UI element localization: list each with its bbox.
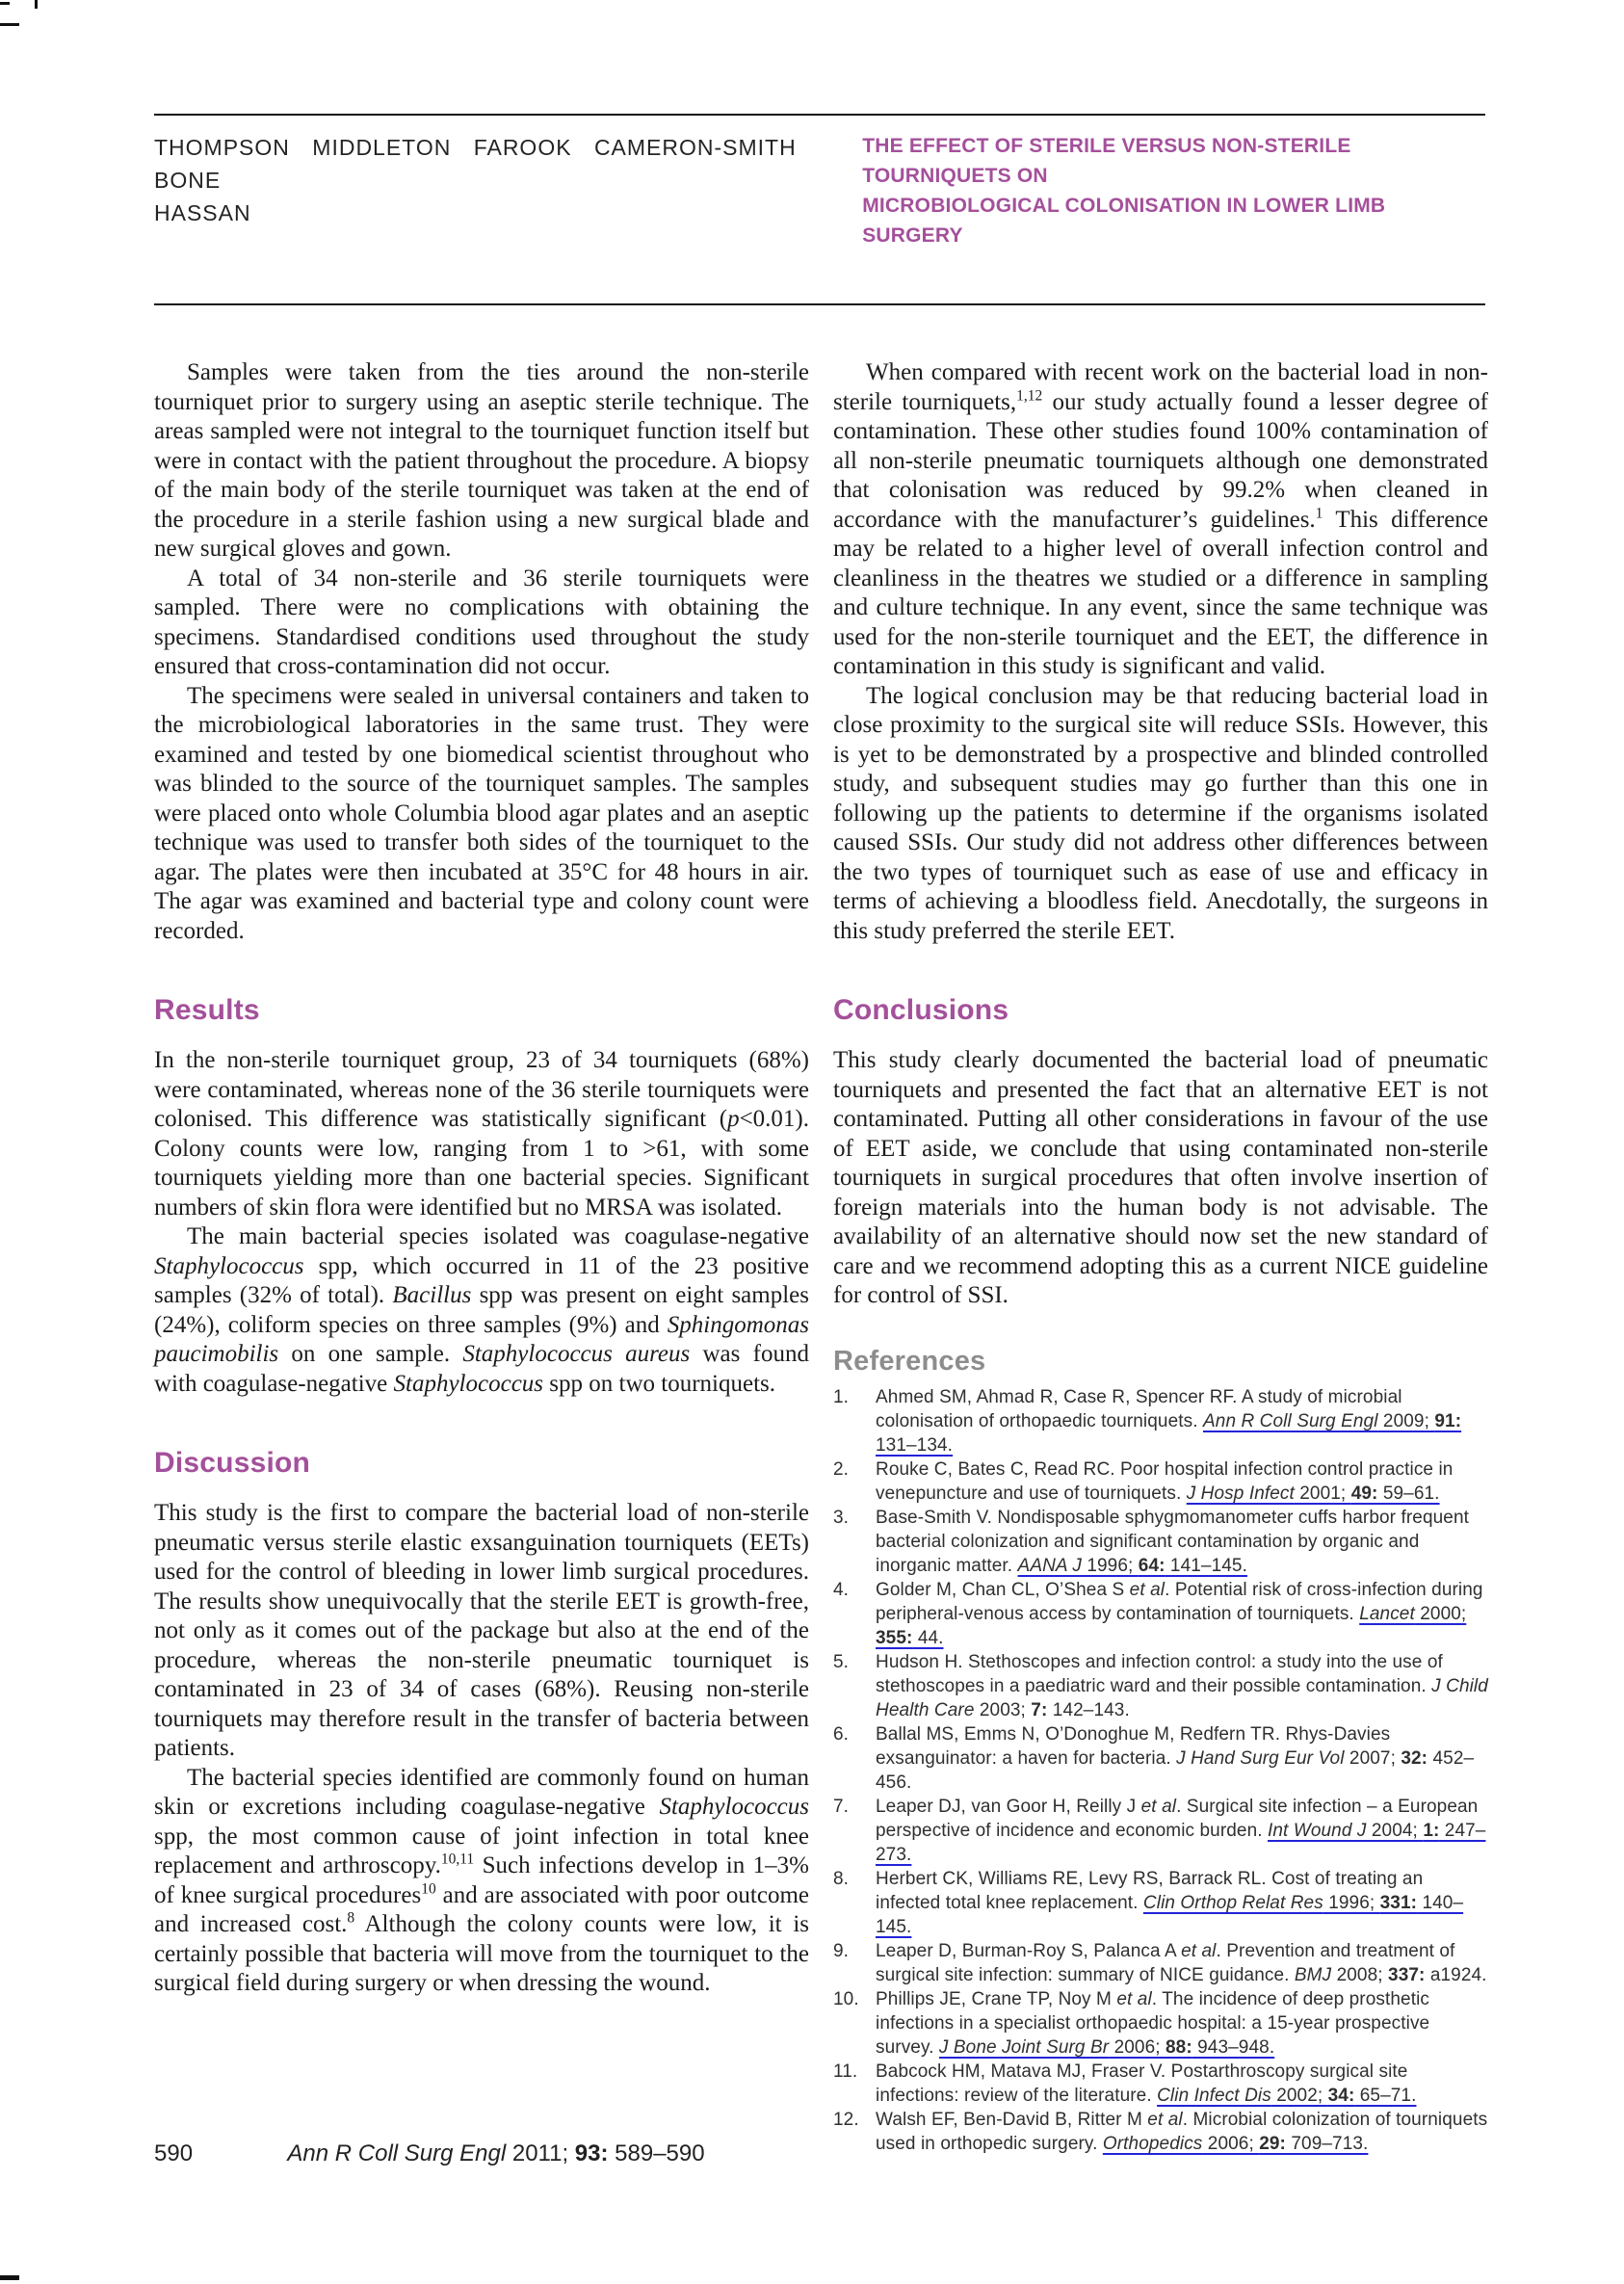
reference-item: [833, 1795, 1488, 1867]
authors-line-1: THOMPSON MIDDLETON FAROOK CAMERON-SMITH BONE: [154, 135, 797, 193]
reference-item: [833, 2060, 1488, 2108]
paragraph-results-2: The main bacterial species isolated was coagulase-negative Staphylococcus spp, which occurred in 11 of the 23 positive samples (32% of total). Bacillus spp was present on eight samples (24%), coliform species on three samples (9%) and Sphingomonas paucimobilis on one sample. Staphylococcus aureus was found with coagulase-negative Staphylococcus spp on two tourniquets.: [154, 1223, 809, 1397]
reference-text: Walsh EF, Ben-David B, Ritter M et al. Microbial colonization of tourniquets used in orthopedic surgery. Orthopedics 2006; 29: 709–713.: [876, 2109, 1488, 2154]
reference-number: 4.: [833, 1579, 850, 1600]
paragraph-discussion-4: The logical conclusion may be that reducing bacterial load in close proximity to the surgical site will reduce SSIs. However, this is yet to be demonstrated by a prospective and blinded controlled study, and subsequent studies may go further than this one in following up the patients to determine if the organisms isolated caused SSIs. Our study did not address other differences between the two types of tourniquet such as ease of use and efficacy in terms of achieving a bloodless field. Anecdotally, the surgeons in this study preferred the sterile EET.: [833, 682, 1488, 944]
reference-link[interactable]: 709–713.: [1285, 2133, 1369, 2154]
reference-link[interactable]: 49:: [1350, 1483, 1378, 1504]
results-heading: Results: [154, 994, 260, 1026]
reference-number: 9.: [833, 1940, 850, 1961]
reference-link[interactable]: 64:: [1138, 1555, 1166, 1576]
reference-link[interactable]: 1996;: [1323, 1892, 1380, 1913]
reference-link[interactable]: 355:: [876, 1627, 913, 1648]
reference-number: 5.: [833, 1651, 850, 1672]
right-column: [833, 358, 1488, 2156]
reference-item: [833, 1650, 1488, 1722]
conclusions-heading: Conclusions: [833, 994, 1009, 1026]
references-heading: References: [833, 1345, 986, 1377]
crop-mark: [35, 0, 38, 9]
page-number: 590: [154, 2140, 194, 2166]
reference-item: [833, 1578, 1488, 1650]
reference-item: [833, 1987, 1488, 2060]
reference-link[interactable]: 59–61.: [1377, 1483, 1440, 1504]
article-body: [154, 358, 1488, 2156]
running-title-line-2: MICROBIOLOGICAL COLONISATION IN LOWER LIMB SURGERY: [862, 195, 1386, 247]
reference-text: Ahmed SM, Ahmad R, Case R, Spencer RF. A study of microbial colonisation of orthopaedic tourniquets. Ann R Coll Surg Engl 2009; 91: 131–134.: [876, 1386, 1462, 1456]
reference-link[interactable]: 2009;: [1377, 1410, 1435, 1431]
reference-link[interactable]: AANA J: [1017, 1555, 1082, 1576]
reference-text: Leaper D, Burman-Roy S, Palanca A et al. Prevention and treatment of surgical site infection: summary of NICE guidance. BMJ 2008; 337: a1924.: [876, 1940, 1487, 1985]
reference-link[interactable]: 29:: [1259, 2133, 1286, 2154]
reference-item: [833, 1939, 1488, 1987]
reference-text: Ballal MS, Emms N, O’Donoghue M, Redfern TR. Rhys-Davies exsanguinator: a haven for bacteria. J Hand Surg Eur Vol 2007; 32: 452–456.: [876, 1723, 1475, 1793]
authors-block: [154, 131, 862, 229]
crop-mark: [0, 23, 19, 26]
reference-item: [833, 1506, 1488, 1578]
reference-text: Leaper DJ, van Goor H, Reilly J et al. Surgical site infection – a European perspective of incidence and economic burden. Int Wound J 2004; 1: 247–273.: [876, 1796, 1486, 1865]
reference-number: 3.: [833, 1507, 850, 1528]
crop-mark: [0, 2275, 19, 2280]
reference-text: Babcock HM, Matava MJ, Fraser V. Postarthroscopy surgical site infections: review of the literature. Clin Infect Dis 2002; 34: 65–71.: [876, 2061, 1417, 2106]
reference-link[interactable]: 2001;: [1294, 1483, 1351, 1504]
running-title: [862, 131, 1485, 250]
reference-link[interactable]: 131–134.: [876, 1434, 954, 1456]
reference-item: [833, 1457, 1488, 1506]
running-title-line-1: THE EFFECT OF STERILE VERSUS NON-STERILE TOURNIQUETS ON: [862, 135, 1351, 187]
header-rule-bottom: [154, 303, 1485, 305]
reference-link[interactable]: 34:: [1327, 2085, 1355, 2106]
reference-link[interactable]: 2006;: [1109, 2036, 1166, 2058]
reference-link[interactable]: Orthopedics: [1102, 2133, 1203, 2154]
reference-item: [833, 1385, 1488, 1457]
reference-link[interactable]: 140–145.: [876, 1892, 1464, 1937]
reference-link[interactable]: 331:: [1379, 1892, 1418, 1913]
paragraph-discussion-3: When compared with recent work on the bacterial load in non-sterile tourniquets,$^{1,12}$ our study actually found a lesser degree of contamination. These other studies found 100% contamination of all non-sterile pneumatic tourniquets although one demonstrated that colonisation was reduced by 99.2% when cleaned in accordance with the manufacturer’s guidelines.$^1$ This difference may be related to a higher level of overall infection control and cleanliness in the theatres we studied or a difference in sampling and culture technique. In any event, since the same technique was used for the non-sterile tourniquet and the EET, the difference in contamination in this study is significant and valid.: [833, 359, 1488, 679]
reference-link[interactable]: J Hosp Infect: [1186, 1483, 1295, 1504]
reference-text: Herbert CK, Williams RE, Levy RS, Barrack RL. Cost of treating an infected total knee replacement. Clin Orthop Relat Res 1996; 331: 140–145.: [876, 1868, 1464, 1937]
running-header: [154, 131, 1485, 250]
reference-number: 6.: [833, 1723, 850, 1745]
reference-link[interactable]: 1:: [1423, 1820, 1440, 1841]
paragraph-methods-1: Samples were taken from the ties around the non-sterile tourniquet prior to surgery using an aseptic sterile technique. The areas sampled were not integral to the tourniquet function itself but were in contact with the patient throughout the procedure. A biopsy of the main body of the sterile tourniquet was taken at the end of the procedure in a sterile fashion using a new surgical blade and new surgical gloves and gown.: [154, 359, 809, 562]
reference-text: Golder M, Chan CL, O’Shea S et al. Potential risk of cross-infection during peripheral-venous access by contamination of tourniquets. Lancet 2000; 355: 44.: [876, 1579, 1483, 1648]
reference-text: Rouke C, Bates C, Read RC. Poor hospital infection control practice in venepuncture and use of tourniquets. J Hosp Infect 2001; 49: 59–61.: [876, 1458, 1454, 1504]
reference-link[interactable]: 2004;: [1366, 1820, 1424, 1841]
reference-link[interactable]: 88:: [1166, 2036, 1192, 2058]
crop-mark: [0, 2, 10, 5]
paragraph-discussion-1: This study is the first to compare the bacterial load of non-sterile pneumatic versus sterile elastic exsanguination tourniquets (EETs) used for the control of bleeding in lower limb surgical procedures. The results show unequivocally that the sterile EET is growth-free, not only as it comes out of the package but also at the end of the procedure, whereas the non-sterile pneumatic tourniquet is contaminated in 23 of 34 of cases (68%). Reusing non-sterile tourniquets may therefore result in the transfer of bacteria between patients.: [154, 1500, 809, 1761]
reference-link[interactable]: 65–71.: [1354, 2085, 1417, 2106]
reference-link[interactable]: 91:: [1434, 1410, 1462, 1431]
reference-number: 12.: [833, 2109, 859, 2130]
references-list: [833, 1385, 1488, 2156]
reference-link[interactable]: 943–948.: [1192, 2036, 1275, 2058]
reference-item: [833, 2108, 1488, 2156]
reference-link[interactable]: Clin Orthop Relat Res: [1142, 1892, 1323, 1913]
paragraph-methods-3: The specimens were sealed in universal containers and taken to the microbiological laboratories in the same trust. They were examined and tested by one biomedical scientist throughout who was blinded to the source of the tourniquet samples. The samples were placed onto whole Columbia blood agar plates and an aseptic technique was used to transfer both sides of the tourniquet to the agar. The plates were then incubated at 35°C for 48 hours in air. The agar was examined and bacterial type and colony count were recorded.: [154, 682, 809, 944]
reference-number: 1.: [833, 1386, 850, 1407]
reference-number: 10.: [833, 1988, 859, 2009]
paragraph-results-1: In the non-sterile tourniquet group, 23 of 34 tourniquets (68%) were contaminated, whereas none of the 36 sterile tourniquets were colonised. This difference was statistically significant (p<0.01). Colony counts were low, ranging from 1 to >61, with some tourniquets yielding more than one bacterial species. Significant numbers of skin flora were identified but no MRSA was isolated.: [154, 1047, 809, 1221]
reference-item: [833, 1722, 1488, 1795]
reference-link[interactable]: Int Wound J: [1268, 1820, 1367, 1841]
reference-link[interactable]: 2000;: [1414, 1603, 1467, 1624]
reference-link[interactable]: 1996;: [1081, 1555, 1139, 1576]
reference-text: Phillips JE, Crane TP, Noy M et al. The incidence of deep prosthetic infections in a specialist orthopaedic hospital: a 15-year prospective survey. J Bone Joint Surg Br 2006; 88: 943–948.: [876, 1988, 1430, 2058]
paragraph-discussion-2: The bacterial species identified are commonly found on human skin or excretions including coagulase-negative Staphylococcus spp, the most common cause of joint infection in total knee replacement and arthroscopy.$^{10,11}$ Such infections develop in 1–3% of knee surgical procedures$^{10}$ and are associated with poor outcome and increased cost.$^8$ Although the colony counts were low, it is certainly possible that bacteria will move from the tourniquet to the surgical field during surgery or when dressing the wound.: [154, 1764, 810, 1996]
reference-text: Base-Smith V. Nondisposable sphygmomanometer cuffs harbor frequent bacterial colonization and significant contamination by organic and inorganic matter. AANA J 1996; 64: 141–145.: [876, 1507, 1469, 1576]
reference-link[interactable]: Ann R Coll Surg Engl: [1203, 1410, 1378, 1431]
reference-text: Hudson H. Stethoscopes and infection control: a study into the use of stethoscopes in a paediatric ward and their possible contamination. J Child Health Care 2003; 7: 142–143.: [876, 1651, 1488, 1720]
left-column: [154, 358, 809, 2156]
reference-link[interactable]: Lancet: [1359, 1603, 1415, 1624]
reference-link[interactable]: 2006;: [1202, 2133, 1260, 2154]
page-footer: [154, 2140, 809, 2167]
reference-link[interactable]: Clin Infect Dis: [1157, 2085, 1271, 2106]
reference-link[interactable]: 44.: [912, 1627, 944, 1648]
reference-number: 7.: [833, 1796, 850, 1817]
reference-link[interactable]: J Bone Joint Surg Br: [938, 2036, 1110, 2058]
reference-item: [833, 1867, 1488, 1939]
reference-number: 8.: [833, 1868, 850, 1889]
paragraph-conclusions-1: This study clearly documented the bacterial load of pneumatic tourniquets and presented the fact that an alternative EET is not contaminated. Putting all other considerations in favour of the use of EET aside, we conclude that using contaminated non-sterile tourniquets in surgical procedures that often involve insertion of foreign materials into the human body is not advisable. The availability of an alternative should now set the new standard of care and we recommend adopting this as a current NICE guideline for control of SSI.: [833, 1047, 1488, 1308]
reference-link[interactable]: 141–145.: [1165, 1555, 1247, 1576]
paragraph-methods-2: A total of 34 non-sterile and 36 sterile tourniquets were sampled. There were no complications with obtaining the specimens. Standardised conditions used throughout the study ensured that cross-contamination did not occur.: [154, 564, 809, 679]
reference-link[interactable]: 247–273.: [876, 1820, 1486, 1865]
header-rule-top: [154, 114, 1485, 116]
discussion-heading: Discussion: [154, 1447, 311, 1479]
journal-citation: Ann R Coll Surg Engl 2011; 93: 589–590: [287, 2140, 705, 2166]
reference-number: 11.: [833, 2061, 858, 2082]
reference-link[interactable]: 2002;: [1270, 2085, 1328, 2106]
authors-line-2: HASSAN: [154, 200, 251, 225]
reference-number: 2.: [833, 1458, 850, 1480]
